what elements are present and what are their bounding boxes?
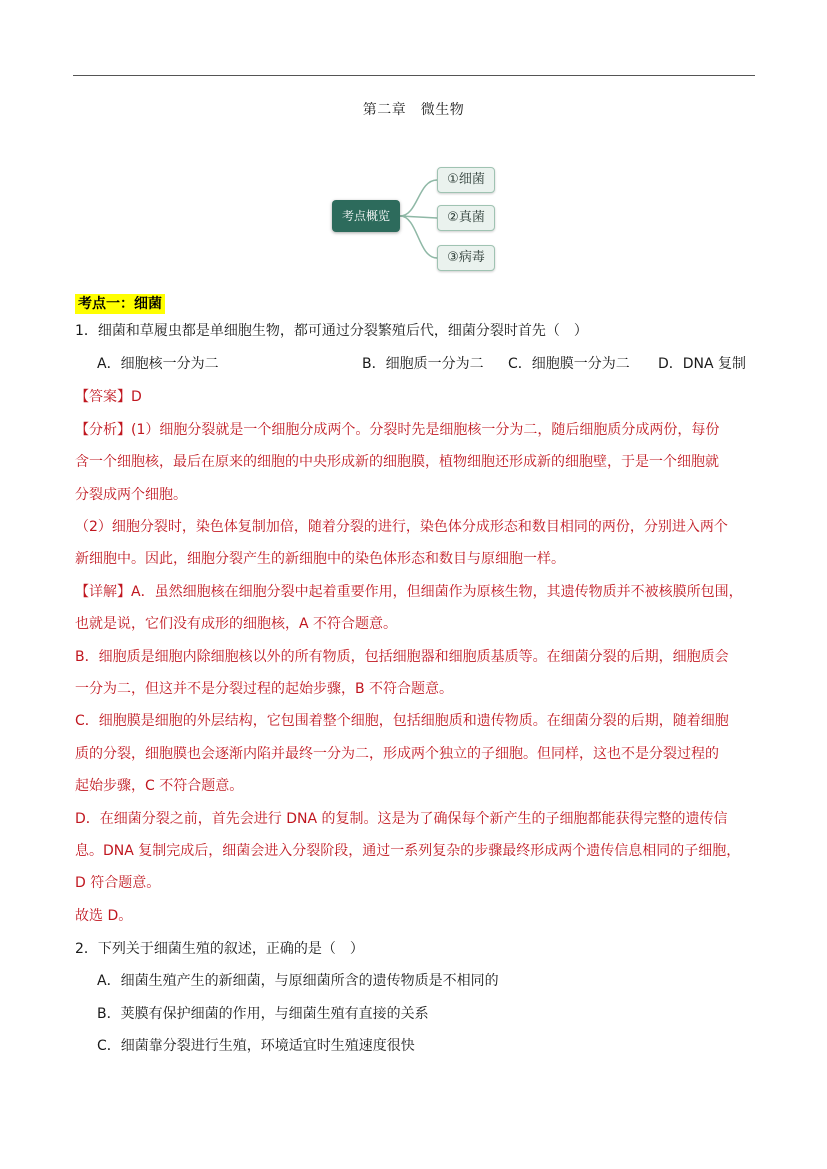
chapter-title: 第二章 微生物: [362, 102, 465, 118]
q1-detail-line: D．在细菌分裂之前，首先会进行 DNA 的复制。这是为了确保每个新产生的子细胞都能获得完整的遗传信: [75, 811, 728, 827]
q2-stem: 2．下列关于细菌生殖的叙述，正确的是（ ）: [75, 941, 364, 957]
q1-detail-line: 【详解】A．虽然细胞核在细胞分裂中起着重要作用，但细菌作为原核生物，其遗传物质并不被核膜所包围，: [75, 584, 743, 600]
q1-option-b: B．细胞质一分为二: [362, 356, 484, 372]
q1-stem: 1．细菌和草履虫都是单细胞生物，都可通过分裂繁殖后代，细菌分裂时首先（ ）: [75, 323, 588, 339]
q1-analysis-line: 新细胞中。因此，细胞分裂产生的新细胞中的染色体形态和数目与原细胞一样。: [75, 551, 565, 567]
q1-detail-line: 息。DNA 复制完成后，细菌会进入分裂阶段，通过一系列复杂的步骤最终形成两个遗传信息相同的子细胞，: [75, 843, 741, 859]
q1-detail-line: C．细胞膜是细胞的外层结构，它包围着整个细胞，包括细胞质和遗传物质。在细菌分裂的后期，随着细胞: [75, 713, 729, 729]
q1-detail-line: 起始步骤，C 不符合题意。: [75, 778, 244, 794]
q1-detail-line: 也就是说，它们没有成形的细胞核，A 不符合题意。: [75, 616, 398, 632]
q2-option-b: B．荚膜有保护细菌的作用，与细菌生殖有直接的关系: [97, 1006, 429, 1022]
q1-option-c: C．细胞膜一分为二: [508, 356, 630, 372]
header-rule: [73, 75, 755, 76]
q1-option-d: D．DNA 复制: [658, 356, 747, 372]
q1-answer: 【答案】D: [75, 389, 142, 405]
q2-option-c: C．细菌靠分裂进行生殖，环境适宜时生殖速度很快: [97, 1038, 415, 1054]
q2-option-a: A．细菌生殖产生的新细菌，与原细菌所含的遗传物质是不相同的: [97, 973, 499, 989]
section-heading: 考点一：细菌: [75, 294, 165, 314]
mindmap: [330, 162, 500, 274]
q1-option-a: A．细胞核一分为二: [97, 356, 219, 372]
mindmap-leaf-virus: ③病毒: [437, 245, 495, 271]
q1-detail-line: D 符合题意。: [75, 875, 161, 891]
q1-detail-line: 质的分裂，细胞膜也会逐渐内陷并最终一分为二，形成两个独立的子细胞。但同样，这也不是分裂过程的: [75, 746, 719, 762]
q1-analysis-line: （2）细胞分裂时，染色体复制加倍，随着分裂的进行，染色体分成形态和数目相同的两份，分别进入两个: [75, 519, 728, 535]
q1-analysis-line: 含一个细胞核，最后在原来的细胞的中央形成新的细胞膜，植物细胞还形成新的细胞壁，于是一个细胞就: [75, 454, 719, 470]
q1-detail-line: B．细胞质是细胞内除细胞核以外的所有物质，包括细胞器和细胞质基质等。在细菌分裂的后期，细胞质会: [75, 649, 729, 665]
mindmap-leaf-fungi: ②真菌: [437, 205, 495, 231]
mindmap-root: 考点概览: [332, 200, 400, 232]
mindmap-leaf-bacteria: ①细菌: [437, 167, 495, 193]
q1-analysis-line: 【分析】(1）细胞分裂就是一个细胞分成两个。分裂时先是细胞核一分为二，随后细胞质分成两份，每份: [75, 422, 720, 438]
q1-conclusion: 故选 D。: [75, 908, 133, 924]
q1-analysis-line: 分裂成两个细胞。: [75, 487, 187, 503]
q1-detail-line: 一分为二，但这并不是分裂过程的起始步骤，B 不符合题意。: [75, 681, 454, 697]
